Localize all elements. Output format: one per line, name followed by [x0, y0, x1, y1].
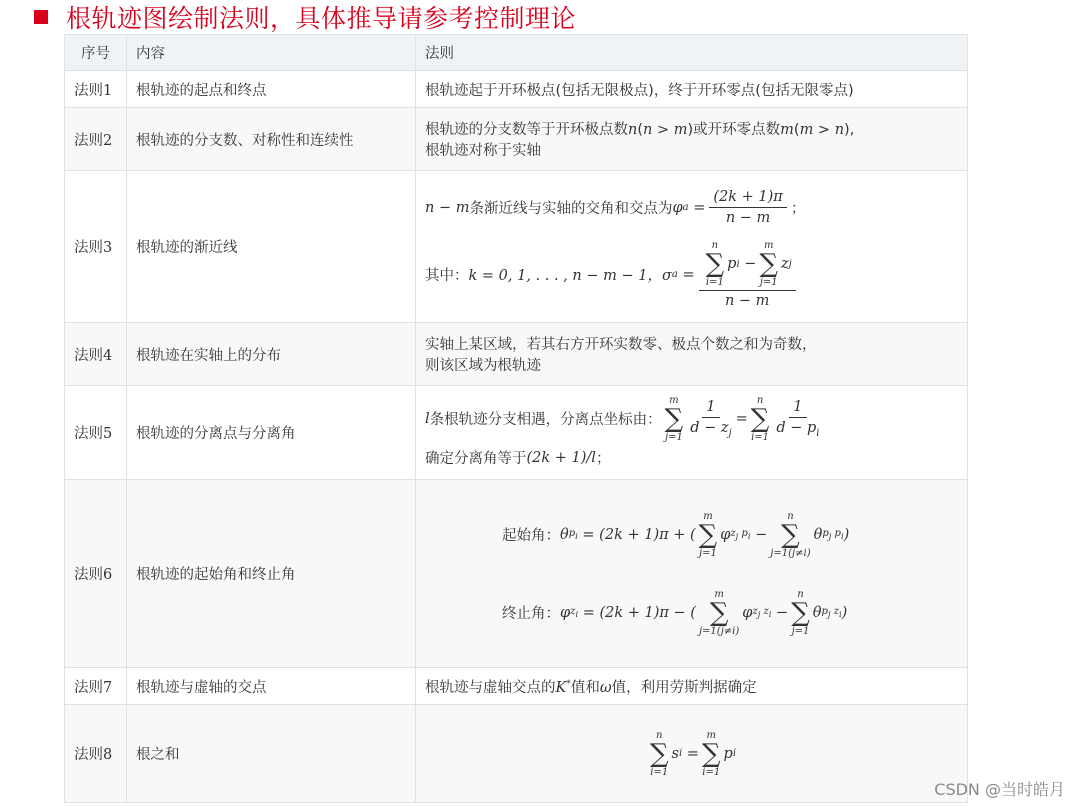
formula-sum-of-roots: n ∑ i=1 s i = m ∑ i=1 p i: [649, 729, 737, 778]
formula-arrival-angle: φ $z_i$ = (2k + 1)π − ( m ∑ j=1(j≠i) φ $z_j$ $z_i$ − n ∑ j=1 θ $p_j$ $z_i$ ): [560, 588, 848, 637]
rule-text: 根轨迹起于开环极点(包括无限极点)，终于开环零点(包括无限零点): [416, 71, 968, 108]
table-row: [65, 108, 968, 171]
column-header-rule: 法则: [416, 35, 968, 71]
rule-number: 法则3: [65, 171, 127, 323]
rule-content: 根轨迹的分离点与分离角: [127, 386, 416, 480]
rule-content: 根轨迹与虚轴的交点: [127, 668, 416, 705]
rule-text: 实轴上某区域，若其右方开环实数零、极点个数之和为奇数， 则该区域为根轨迹: [416, 323, 968, 386]
table-row: [65, 171, 968, 323]
table-row: [65, 386, 968, 480]
formula-breakaway-angle: (2k + 1)/l: [526, 449, 596, 466]
formula-breakaway-point: m ∑ j=1 $\frac{1}{d - z_j}$ = n ∑ i=1 $\frac{1}{d - p_i}$: [664, 394, 820, 443]
rule-number: 法则7: [65, 668, 127, 705]
formula-asymptote-angle: φ a = $\frac{(2k + 1)\pi}{n - m}$: [672, 189, 790, 226]
rule-text: n − m 条渐近线与实轴的交角和交点为 φ a = $\frac{(2k + 1)\pi}{n - m}$ ； 其中： k = 0, 1, . . . , n − m − 1，σ a = n ∑ i=1 p i − m ∑ j=1 z j n − m: [416, 171, 968, 323]
rule-text: 根轨迹的分支数等于开环极点数n(n > m)或开环零点数m(m > n), 根轨迹对称于实轴: [416, 108, 968, 171]
square-bullet-icon: [34, 10, 48, 24]
page-title: 根轨迹图绘制法则，具体推导请参考控制理论: [66, 4, 577, 33]
rule-content: 根轨迹在实轴上的分布: [127, 323, 416, 386]
rule-number: 法则8: [65, 705, 127, 803]
rule-content: 根轨迹的分支数、对称性和连续性: [127, 108, 416, 171]
section-title: [34, 2, 576, 32]
table-row: [65, 668, 968, 705]
table-row: [65, 71, 968, 108]
formula-asymptote-center: k = 0, 1, . . . , n − m − 1，σ a = n ∑ i=1 p i − m ∑ j=1 z j n − m: [469, 240, 800, 309]
rule-text: l 条根轨迹分支相遇，分离点坐标由： m ∑ j=1 $\frac{1}{d - z_j}$ = n ∑ i=1 $\frac{1}{d - p_i}$ 确定分离角等于 (2k + 1)/l ；: [416, 386, 968, 480]
math-n-minus-m: n − m: [425, 199, 470, 216]
table-header-row: [65, 35, 968, 71]
rule-number: 法则1: [65, 71, 127, 108]
rule-text: 根轨迹与虚轴交点的K*值和ω值，利用劳斯判据确定: [416, 668, 968, 705]
rule-number: 法则5: [65, 386, 127, 480]
rule-content: 根之和: [127, 705, 416, 803]
rule-number: 法则4: [65, 323, 127, 386]
column-header-index: 序号: [65, 35, 127, 71]
rule-text: 起始角： θ $p_i$ = (2k + 1)π + ( m ∑ j=1 φ $z_j$ $p_i$ − n ∑ j=1(j≠i) θ $p_j$ $p_i$ ) 终止角： φ $z_i$ = (2k + 1)π − ( m ∑ j=1(j≠i) φ $z_j$ $z_i$ − n ∑ j=1 θ $p_j$ $z_i$ ): [416, 480, 968, 668]
rules-table: [64, 34, 968, 803]
table-row: [65, 705, 968, 803]
rule-text: [416, 705, 968, 803]
rule-number: 法则6: [65, 480, 127, 668]
formula-departure-angle: θ $p_i$ = (2k + 1)π + ( m ∑ j=1 φ $z_j$ $p_i$ − n ∑ j=1(j≠i) θ $p_j$ $p_i$ ): [560, 510, 850, 559]
table-row: [65, 323, 968, 386]
rule-content: 根轨迹的起点和终点: [127, 71, 416, 108]
math-n-gt-m: n: [628, 122, 638, 138]
rule-content: 根轨迹的渐近线: [127, 171, 416, 323]
rule-content: 根轨迹的起始角和终止角: [127, 480, 416, 668]
rule-number: 法则2: [65, 108, 127, 171]
table-row: [65, 480, 968, 668]
watermark: CSDN @当时皓月: [934, 780, 1065, 799]
math-m-gt-n: m: [780, 122, 794, 138]
column-header-content: 内容: [127, 35, 416, 71]
